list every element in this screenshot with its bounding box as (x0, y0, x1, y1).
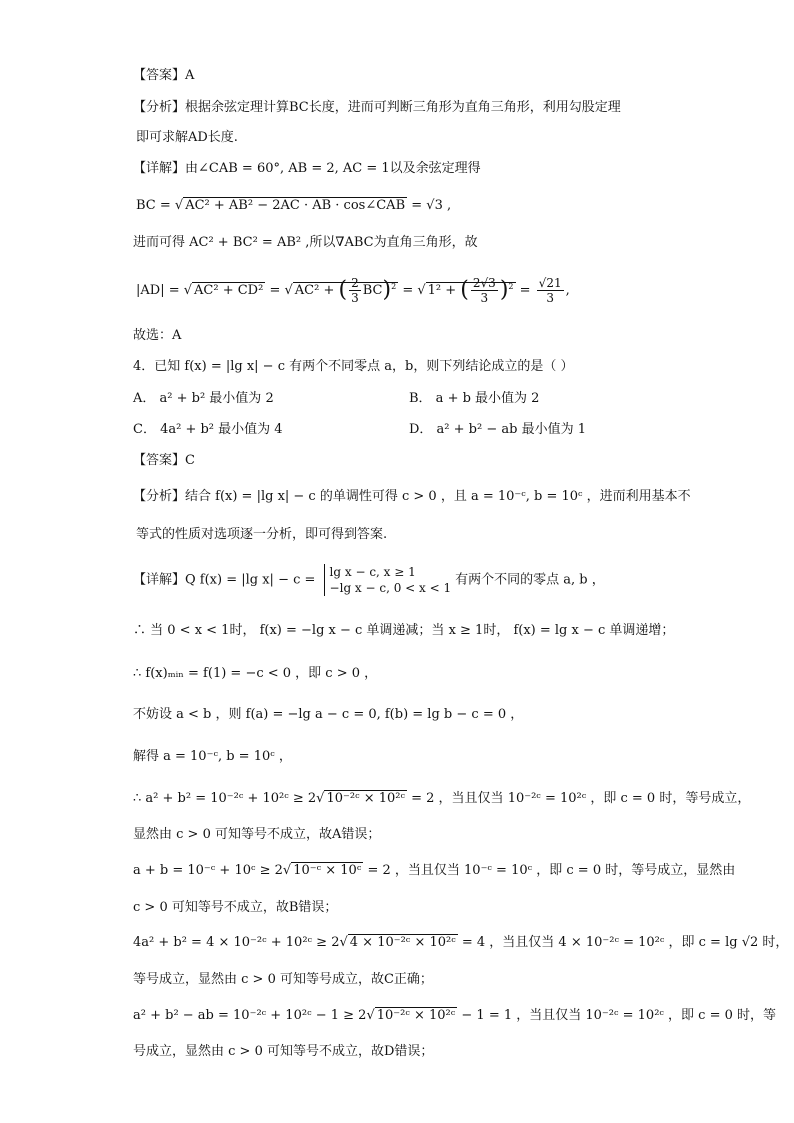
detail-1-line-3: 进而可得 AC² + BC² = AB² ,所以∇ABC为直角三角形，故 (133, 235, 478, 250)
analysis-2-line-2: 等式的性质对选项逐一分析，即可得到答案. (136, 527, 388, 542)
step-7-radicand: 10⁻ᶜ × 10ᶜ (293, 863, 362, 878)
step-6: 显然由 c > 0 可知等号不成立，故A错误； (133, 827, 381, 842)
step-11: a² + b² − ab = 10⁻²ᶜ + 10²ᶜ − 1 ≥ 2√ 10⁻²ᶜ × 10²ᶜ − 1 = 1 ，当且仅当 10⁻²ᶜ = 10²ᶜ ，即 c = 0 时，等 (133, 1008, 777, 1023)
fraction-2root3-3 (471, 276, 498, 305)
step-5-pre: ∴ a² + b² = 10⁻²ᶜ + 10²ᶜ ≥ 2 (133, 791, 317, 806)
step-5: ∴ a² + b² = 10⁻²ᶜ + 10²ᶜ ≥ 2√ 10⁻²ᶜ × 10²ᶜ = 2 ，当且仅当 10⁻²ᶜ = 10²ᶜ ，即 c = 0 时，等号成立， (133, 791, 751, 806)
equation-bc-right: = √3 , (407, 198, 452, 213)
step-7-pre: a + b = 10⁻ᶜ + 10ᶜ ≥ 2 (133, 863, 283, 878)
detail-1-line-1 (133, 160, 481, 178)
detail-1-label: 【详解】 (133, 161, 186, 176)
step-4: 解得 a = 10⁻ᶜ, b = 10ᶜ ， (133, 749, 292, 764)
piecewise-brace (324, 564, 452, 596)
equation-bc-left: BC = (136, 198, 175, 213)
step-3: 不妨设 a < b ，则 f(a) = −lg a − c = 0, f(b) = lg b − c = 0 ， (133, 707, 524, 722)
step-8: c > 0 可知等号不成立，故B错误； (133, 900, 338, 915)
fraction-root21-3 (537, 276, 564, 305)
option-b: B． a + b 最小值为 2 (409, 391, 540, 406)
radicand-2-bc: BC (362, 283, 383, 298)
fraction-numerator: 2 (351, 276, 359, 290)
analysis-2-line-1: 【分析】结合 f(x) = |lg x| − c 的单调性可得 c > 0 ，且 a = 10⁻ᶜ, b = 10ᶜ ，进而利用基本不 (133, 489, 691, 504)
equation-ad: |AD| = √ AC² + CD² = √ AC² + ( $\frac{2}{3}$ BC)$^2$ = √ 1² + ( $\frac{2√3}{3}$ )$^2$ = $\frac{√21}{3}$ , (136, 276, 570, 305)
step-12: 号成立，显然由 c > 0 可知等号不成立，故D错误； (133, 1044, 434, 1059)
equation-bc: BC = √ AC² + AB² − 2AC · AB · cos∠CAB = √3 , (136, 198, 452, 213)
equals-sign: = (265, 283, 285, 298)
step-11-post: − 1 = 1 ，当且仅当 10⁻²ᶜ = 10²ᶜ ，即 c = 0 时，等 (457, 1008, 777, 1023)
step-10: 等号成立，显然由 c > 0 可知等号成立，故C正确； (133, 972, 433, 987)
fraction-denominator: 3 (546, 291, 554, 305)
analysis-1-line-2: 即可求解AD长度. (136, 130, 238, 145)
choose-1: 故选：A (133, 328, 182, 343)
detail-2-line-1 (133, 564, 605, 596)
step-9-post: = 4 ，当且仅当 4 × 10⁻²ᶜ = 10²ᶜ ，即 c = lg √2 时， (457, 935, 789, 950)
equation-bc-radicand: AC² + AB² − 2AC · AB · cos∠CAB (185, 198, 406, 213)
step-9: 4a² + b² = 4 × 10⁻²ᶜ + 10²ᶜ ≥ 2√ 4 × 10⁻²ᶜ × 10²ᶜ = 4 ，当且仅当 4 × 10⁻²ᶜ = 10²ᶜ ，即 c = lg √2 时， (133, 935, 789, 950)
detail-2-prefix: 【详解】Q f(x) = |lg x| − c = (133, 572, 320, 588)
equation-ad-left: |AD| = (136, 283, 184, 298)
radicand-3-part: 1² + (427, 283, 461, 298)
step-11-radicand: 10⁻²ᶜ × 10²ᶜ (376, 1008, 456, 1023)
step-5-radicand: 10⁻²ᶜ × 10²ᶜ (326, 791, 405, 806)
equation-ad-radicand-2: AC² + ( $\frac{2}{3}$ BC)$^2$ (294, 276, 397, 305)
piecewise-case-2: −lg x − c, 0 < x < 1 (329, 581, 452, 595)
detail-1-text: 由∠CAB = 60°, AB = 2, AC = 1以及余弦定理得 (185, 161, 481, 176)
detail-2-suffix: 有两个不同的零点 a, b ， (455, 572, 605, 588)
equation-ad-radicand-1: AC² + CD² (194, 283, 264, 298)
option-c: C． 4a² + b² 最小值为 4 (133, 422, 283, 437)
fraction-numerator: 2√3 (472, 276, 496, 290)
question-4: 4．已知 f(x) = |lg x| − c 有两个不同零点 a，b，则下列结论成立的是（ ） (133, 359, 574, 374)
step-7-post: = 2 ，当且仅当 10⁻ᶜ = 10ᶜ ，即 c = 0 时，等号成立，显然由 (363, 863, 736, 878)
fraction-denominator: 3 (480, 291, 489, 305)
step-7: a + b = 10⁻ᶜ + 10ᶜ ≥ 2√ 10⁻ᶜ × 10ᶜ = 2 ，当且仅当 10⁻ᶜ = 10ᶜ ，即 c = 0 时，等号成立，显然由 (133, 863, 736, 878)
fraction-numerator: √21 (538, 276, 562, 290)
fraction-2-3 (349, 276, 361, 305)
step-5-post: = 2 ，当且仅当 10⁻²ᶜ = 10²ᶜ ，即 c = 0 时，等号成立， (407, 791, 751, 806)
step-9-radicand: 4 × 10⁻²ᶜ × 10²ᶜ (349, 935, 456, 950)
answer-2: 【答案】C (133, 453, 195, 468)
equals-sign: = (398, 283, 418, 298)
answer-1: 【答案】A (133, 68, 195, 83)
step-2: ∴ f(x)ₘᵢₙ = f(1) = −c < 0 ，即 c > 0 ， (133, 666, 378, 681)
fraction-denominator: 3 (351, 291, 359, 305)
option-a: A． a² + b² 最小值为 2 (133, 391, 274, 406)
step-9-pre: 4a² + b² = 4 × 10⁻²ᶜ + 10²ᶜ ≥ 2 (133, 935, 340, 950)
analysis-1-line-1: 【分析】根据余弦定理计算BC长度，进而可判断三角形为直角三角形，利用勾股定理 (133, 100, 621, 115)
comma: , (565, 283, 570, 298)
step-1: ∴ 当 0 < x < 1时， f(x) = −lg x − c 单调递减；当 x ≥ 1时， f(x) = lg x − c 单调递增； (133, 623, 675, 638)
radicand-2-part: AC² + (294, 283, 339, 298)
step-11-pre: a² + b² − ab = 10⁻²ᶜ + 10²ᶜ − 1 ≥ 2 (133, 1008, 367, 1023)
equation-ad-radicand-3: 1² + ( $\frac{2√3}{3}$ )$^2$ (427, 276, 514, 305)
equals-sign: = (515, 283, 535, 298)
piecewise-case-1: lg x − c, x ≥ 1 (329, 565, 416, 579)
option-d: D． a² + b² − ab 最小值为 1 (409, 422, 586, 437)
